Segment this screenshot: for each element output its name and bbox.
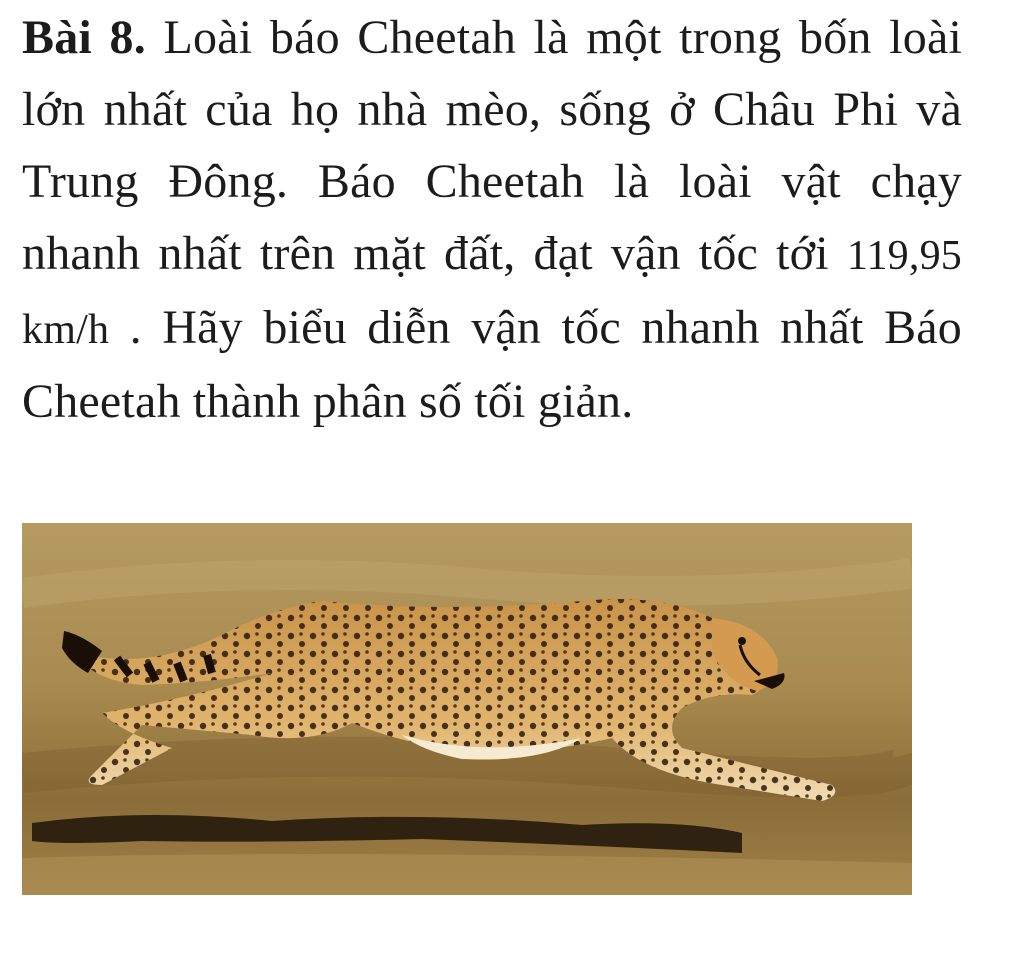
problem-text-after: . Hãy biểu diễn vận tốc nhanh nhất Báo Cheetah thành phân số tối giản. xyxy=(22,301,962,428)
problem-text-before: Loài báo Cheetah là một trong bốn loài lớn nhất của họ nhà mèo, sống ở Châu Phi và Trung Đông. Báo Cheetah là loài vật chạy nhanh nhất trên mặt đất, đạt vận tốc tới xyxy=(22,11,962,280)
problem-statement xyxy=(22,2,962,438)
cheetah-photo xyxy=(22,523,912,895)
speed-value: 119,95 km/h xyxy=(22,233,962,353)
problem-label: Bài 8. xyxy=(22,11,146,64)
